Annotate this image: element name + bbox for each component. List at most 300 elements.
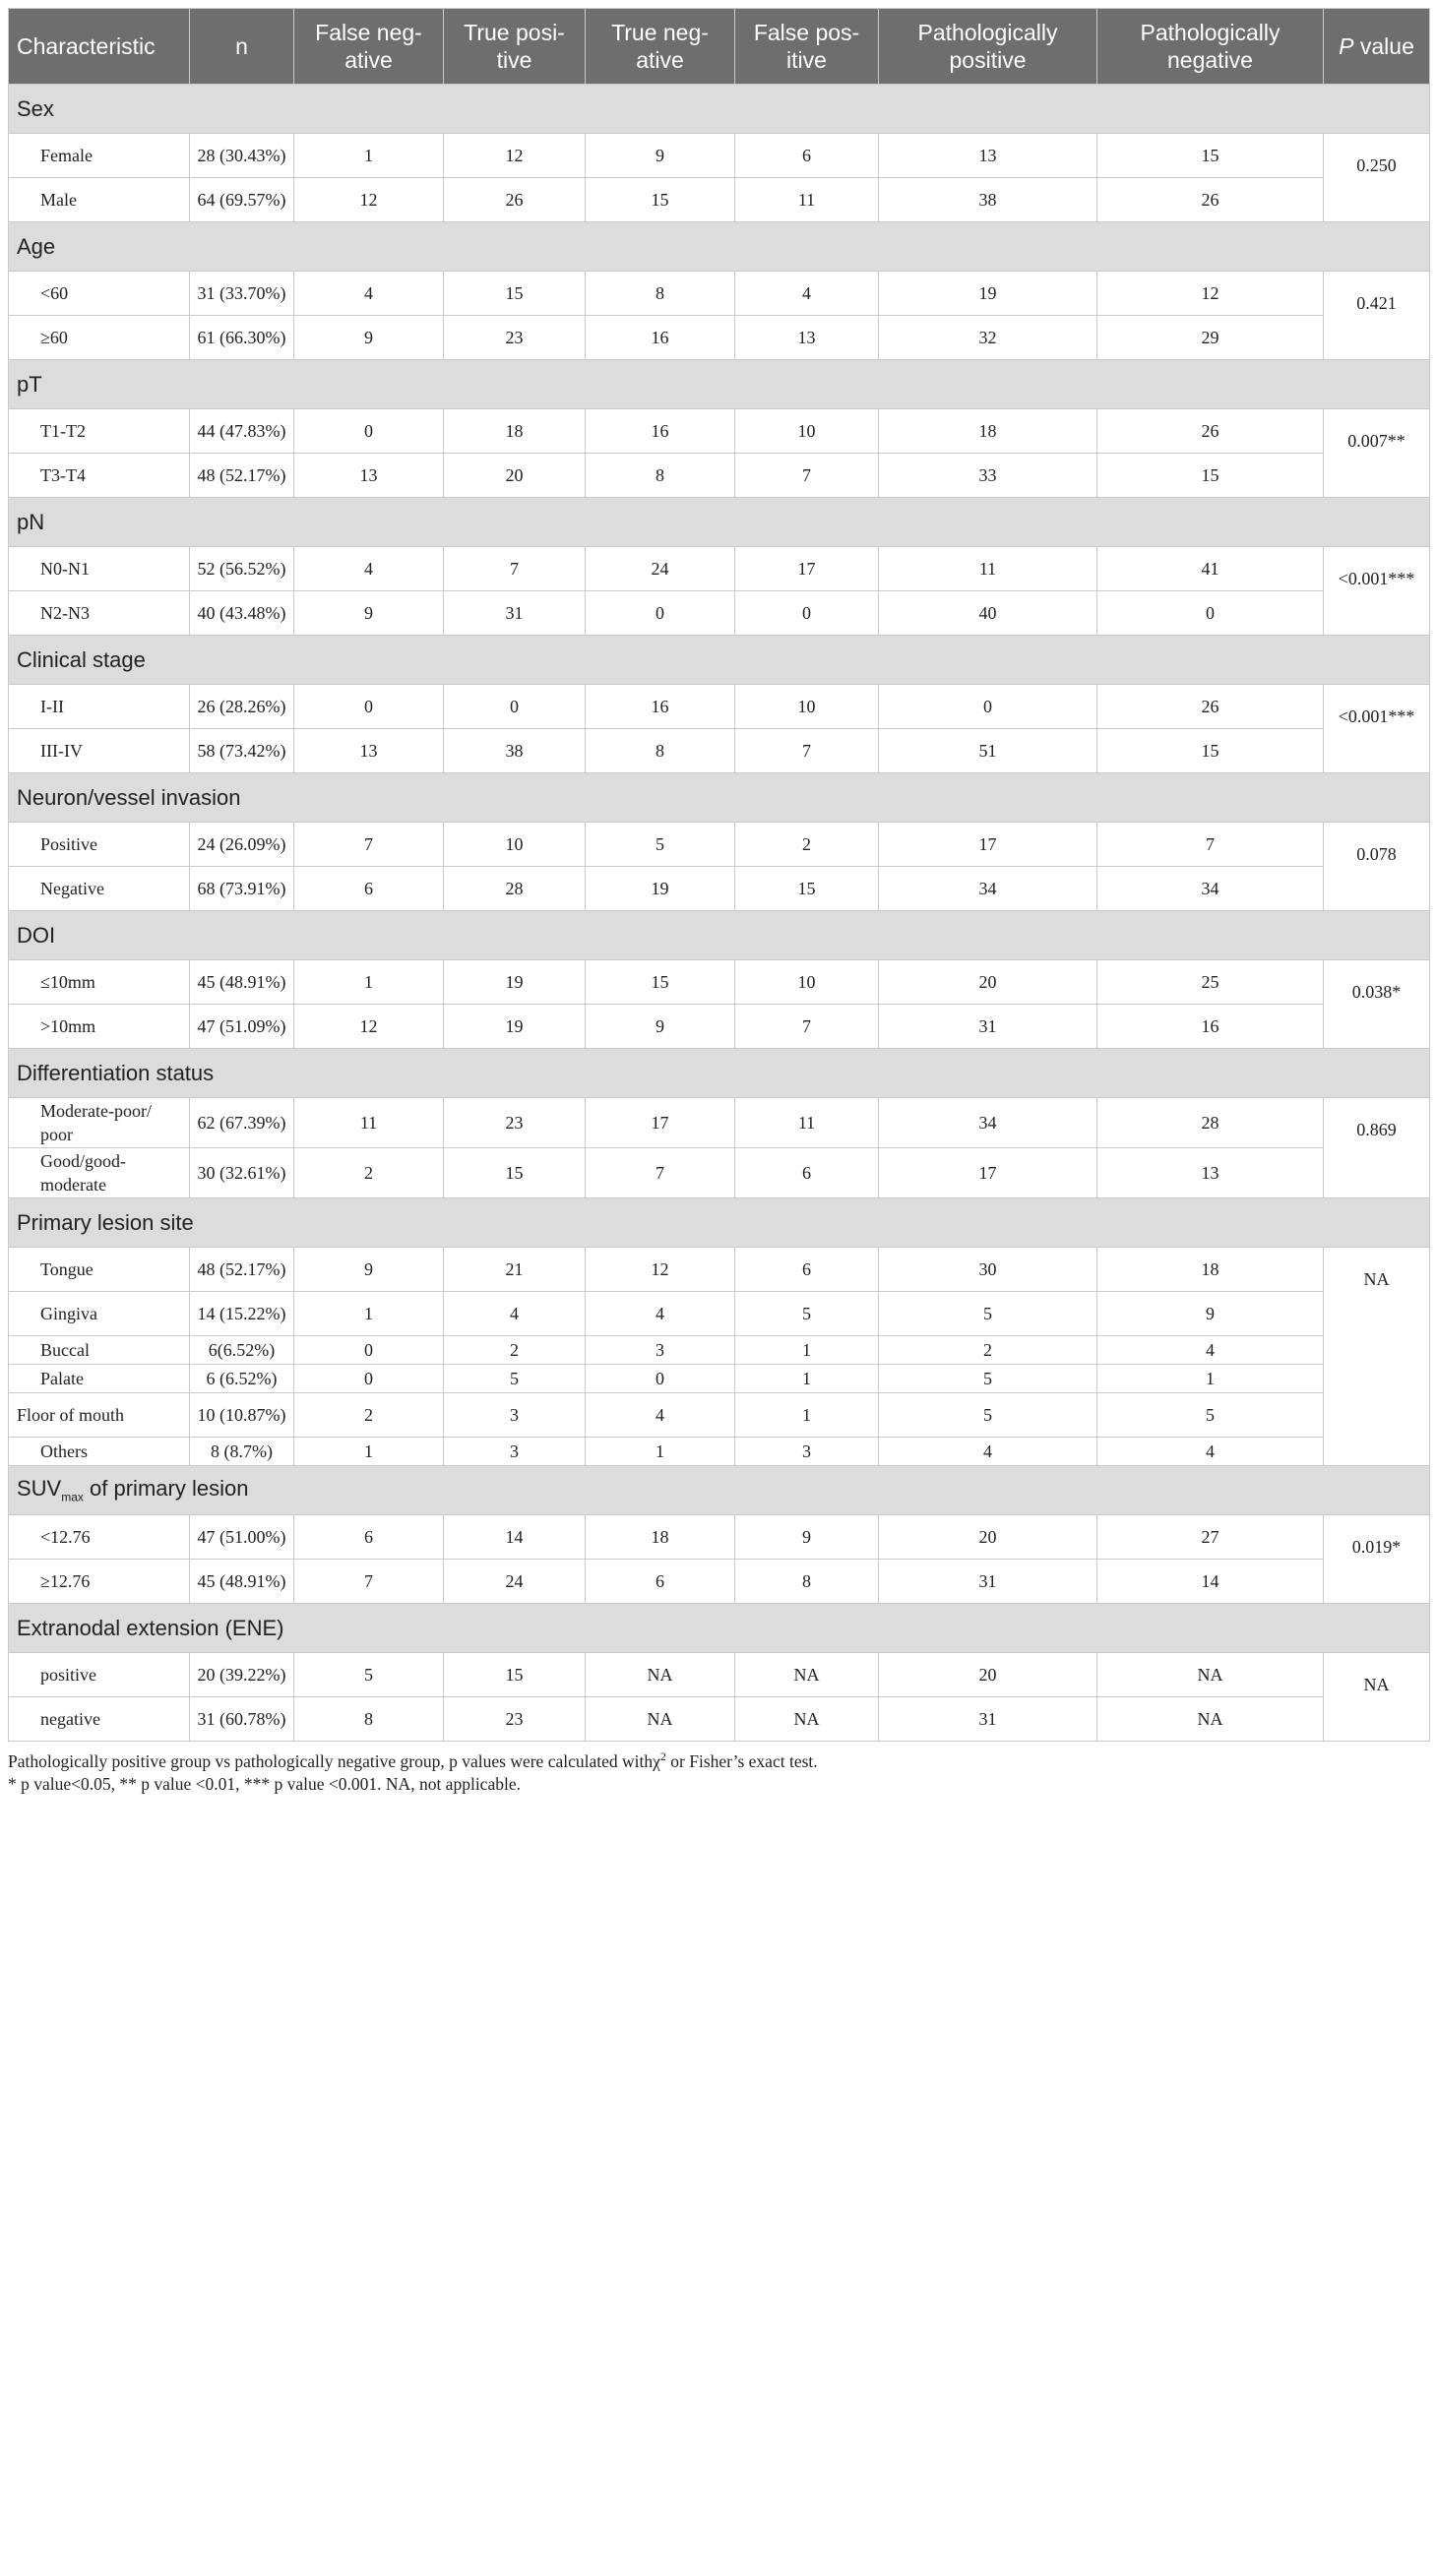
cell-false-negative: 0 — [294, 409, 444, 454]
cell-false-positive: 6 — [735, 134, 879, 178]
cell-pathologically-positive: 19 — [879, 272, 1097, 316]
group-title — [9, 1604, 1430, 1653]
cell-pathologically-negative: NA — [1097, 1697, 1324, 1742]
cell-false-positive: 2 — [735, 823, 879, 867]
row-label: N0-N1 — [9, 547, 190, 591]
cell-n: 44 (47.83%) — [190, 409, 294, 454]
cell-n: 64 (69.57%) — [190, 178, 294, 222]
group-title — [9, 1049, 1430, 1098]
row-label: I-II — [9, 685, 190, 729]
table-row — [9, 178, 1430, 222]
cell-pathologically-negative: 12 — [1097, 272, 1324, 316]
table-row — [9, 1438, 1430, 1466]
cell-false-negative: 0 — [294, 685, 444, 729]
cell-n: 6(6.52%) — [190, 1336, 294, 1365]
cell-true-negative: 7 — [586, 1148, 735, 1198]
cell-false-positive: 4 — [735, 272, 879, 316]
cell-true-negative: 18 — [586, 1515, 735, 1560]
table-row — [9, 547, 1430, 591]
cell-pathologically-positive: 34 — [879, 867, 1097, 911]
cell-n: 20 (39.22%) — [190, 1653, 294, 1697]
cell-false-positive: 10 — [735, 685, 879, 729]
table-row — [9, 1248, 1430, 1292]
table-footnote — [8, 1746, 1429, 1796]
table-row — [9, 1697, 1430, 1742]
cell-false-negative: 11 — [294, 1098, 444, 1148]
cell-n: 8 (8.7%) — [190, 1438, 294, 1466]
cell-pathologically-negative: 5 — [1097, 1393, 1324, 1438]
cell-false-positive: 5 — [735, 1292, 879, 1336]
cell-false-positive: NA — [735, 1653, 879, 1697]
row-label: T1-T2 — [9, 409, 190, 454]
group-title-text: Age — [17, 233, 56, 259]
cell-n: 47 (51.00%) — [190, 1515, 294, 1560]
cell-pathologically-positive: 4 — [879, 1438, 1097, 1466]
footnote-text-a: Pathologically positive group vs pathologically negative group, p values were calculated with — [8, 1750, 654, 1771]
cell-pathologically-positive: 11 — [879, 547, 1097, 591]
cell-pathologically-positive: 51 — [879, 729, 1097, 773]
table-row — [9, 1365, 1430, 1393]
table-row — [9, 1005, 1430, 1049]
cell-false-positive: 3 — [735, 1438, 879, 1466]
cell-true-negative: 24 — [586, 547, 735, 591]
row-label: Male — [9, 178, 190, 222]
cell-n: 62 (67.39%) — [190, 1098, 294, 1148]
cell-true-positive: 28 — [444, 867, 586, 911]
footnote-line-1 — [8, 1746, 1429, 1773]
cell-n: 26 (28.26%) — [190, 685, 294, 729]
table-container — [8, 8, 1429, 1796]
cell-false-positive: 1 — [735, 1336, 879, 1365]
table-row — [9, 685, 1430, 729]
cell-true-negative: 9 — [586, 1005, 735, 1049]
cell-n: 40 (43.48%) — [190, 591, 294, 636]
cell-pathologically-positive: 30 — [879, 1248, 1097, 1292]
cell-false-positive: 9 — [735, 1515, 879, 1560]
cell-n: 45 (48.91%) — [190, 1560, 294, 1604]
cell-false-negative: 1 — [294, 1438, 444, 1466]
cell-false-negative: 7 — [294, 823, 444, 867]
cell-true-positive: 21 — [444, 1248, 586, 1292]
group-header-row — [9, 222, 1430, 272]
cell-pathologically-positive: 5 — [879, 1393, 1097, 1438]
cell-true-positive: 3 — [444, 1393, 586, 1438]
cell-true-negative: 5 — [586, 823, 735, 867]
table-row — [9, 823, 1430, 867]
group-title — [9, 222, 1430, 272]
cell-true-negative: 0 — [586, 1365, 735, 1393]
group-title — [9, 911, 1430, 960]
cell-false-positive: 8 — [735, 1560, 879, 1604]
cell-false-negative: 13 — [294, 729, 444, 773]
cell-pathologically-negative: 26 — [1097, 685, 1324, 729]
cell-n: 10 (10.87%) — [190, 1393, 294, 1438]
row-label: Good/good-moderate — [9, 1148, 190, 1198]
table-row — [9, 316, 1430, 360]
table-row — [9, 134, 1430, 178]
cell-pathologically-negative: 28 — [1097, 1098, 1324, 1148]
group-title-rest: of primary lesion — [83, 1476, 249, 1502]
cell-false-negative: 7 — [294, 1560, 444, 1604]
cell-pathologically-negative: 1 — [1097, 1365, 1324, 1393]
row-label: <12.76 — [9, 1515, 190, 1560]
group-title-text: DOI — [17, 922, 56, 948]
header-pathologically-negative: Pathologically negative — [1097, 9, 1324, 85]
cell-false-negative: 5 — [294, 1653, 444, 1697]
cell-false-positive: 11 — [735, 1098, 879, 1148]
cell-n: 24 (26.09%) — [190, 823, 294, 867]
group-header-row — [9, 1466, 1430, 1515]
cell-p-value: 0.038* — [1324, 960, 1430, 1049]
table-row — [9, 1653, 1430, 1697]
cell-true-positive: 38 — [444, 729, 586, 773]
cell-false-negative: 6 — [294, 867, 444, 911]
cell-false-positive: 15 — [735, 867, 879, 911]
cell-p-value: 0.019* — [1324, 1515, 1430, 1604]
group-title — [9, 360, 1430, 409]
cell-false-positive: 1 — [735, 1365, 879, 1393]
table-row — [9, 1560, 1430, 1604]
cell-true-positive: 15 — [444, 1148, 586, 1198]
row-label: Moderate-poor/ poor — [9, 1098, 190, 1148]
cell-pathologically-negative: 29 — [1097, 316, 1324, 360]
row-label: ≤10mm — [9, 960, 190, 1005]
cell-true-negative: 4 — [586, 1393, 735, 1438]
row-label: ≥60 — [9, 316, 190, 360]
header-true-positive: True posi-tive — [444, 9, 586, 85]
cell-false-negative: 0 — [294, 1336, 444, 1365]
cell-false-positive: 1 — [735, 1393, 879, 1438]
cell-false-negative: 1 — [294, 134, 444, 178]
group-title-subscript: max — [61, 1490, 84, 1504]
cell-false-negative: 9 — [294, 591, 444, 636]
cell-pathologically-positive: 18 — [879, 409, 1097, 454]
cell-true-positive: 7 — [444, 547, 586, 591]
cell-false-negative: 12 — [294, 178, 444, 222]
row-label: Buccal — [9, 1336, 190, 1365]
cell-true-positive: 26 — [444, 178, 586, 222]
cell-false-negative: 6 — [294, 1515, 444, 1560]
cell-pathologically-negative: 26 — [1097, 409, 1324, 454]
table-row — [9, 1393, 1430, 1438]
cell-pathologically-positive: 13 — [879, 134, 1097, 178]
cell-false-negative: 1 — [294, 1292, 444, 1336]
row-label: negative — [9, 1697, 190, 1742]
cell-true-negative: 4 — [586, 1292, 735, 1336]
row-label: >10mm — [9, 1005, 190, 1049]
cell-pathologically-positive: 34 — [879, 1098, 1097, 1148]
table-body — [9, 85, 1430, 1742]
cell-pathologically-positive: 5 — [879, 1365, 1097, 1393]
cell-false-negative: 12 — [294, 1005, 444, 1049]
group-header-row — [9, 773, 1430, 823]
cell-pathologically-negative: 27 — [1097, 1515, 1324, 1560]
footnote-chi-sup: 2 — [659, 1749, 666, 1763]
cell-true-positive: 14 — [444, 1515, 586, 1560]
group-header-row — [9, 1049, 1430, 1098]
cell-true-negative: 19 — [586, 867, 735, 911]
cell-true-negative: 16 — [586, 685, 735, 729]
cell-pathologically-positive: 31 — [879, 1697, 1097, 1742]
cell-pathologically-positive: 20 — [879, 960, 1097, 1005]
cell-n: 31 (60.78%) — [190, 1697, 294, 1742]
row-label: Others — [9, 1438, 190, 1466]
cell-false-negative: 1 — [294, 960, 444, 1005]
row-label: Female — [9, 134, 190, 178]
cell-false-negative: 9 — [294, 1248, 444, 1292]
cell-pathologically-negative: 4 — [1097, 1438, 1324, 1466]
cell-pathologically-positive: 40 — [879, 591, 1097, 636]
cell-n: 47 (51.09%) — [190, 1005, 294, 1049]
cell-n: 28 (30.43%) — [190, 134, 294, 178]
cell-pathologically-negative: 16 — [1097, 1005, 1324, 1049]
cell-false-positive: 0 — [735, 591, 879, 636]
cell-pathologically-negative: 15 — [1097, 454, 1324, 498]
row-label: <60 — [9, 272, 190, 316]
row-label: Palate — [9, 1365, 190, 1393]
group-header-row — [9, 360, 1430, 409]
header-p-rest: value — [1353, 33, 1414, 59]
cell-n: 48 (52.17%) — [190, 454, 294, 498]
cell-true-positive: 10 — [444, 823, 586, 867]
row-label: Gingiva — [9, 1292, 190, 1336]
cell-p-value: <0.001*** — [1324, 547, 1430, 636]
cell-false-positive: 13 — [735, 316, 879, 360]
cell-pathologically-positive: 2 — [879, 1336, 1097, 1365]
cell-true-negative: 8 — [586, 729, 735, 773]
group-header-row — [9, 911, 1430, 960]
cell-false-positive: 10 — [735, 960, 879, 1005]
header-characteristic: Characteristic — [9, 9, 190, 85]
cell-pathologically-negative: 15 — [1097, 134, 1324, 178]
cell-true-positive: 24 — [444, 1560, 586, 1604]
table-row — [9, 1148, 1430, 1198]
cell-true-positive: 5 — [444, 1365, 586, 1393]
group-title-text: pT — [17, 371, 42, 397]
cell-true-negative: 9 — [586, 134, 735, 178]
cell-true-negative: 1 — [586, 1438, 735, 1466]
header-n: n — [190, 9, 294, 85]
table-row — [9, 409, 1430, 454]
row-label: ≥12.76 — [9, 1560, 190, 1604]
cell-true-positive: 23 — [444, 316, 586, 360]
cell-true-positive: 4 — [444, 1292, 586, 1336]
row-label: T3-T4 — [9, 454, 190, 498]
group-header-row — [9, 498, 1430, 547]
group-title — [9, 1466, 1430, 1515]
cell-true-negative: 6 — [586, 1560, 735, 1604]
group-title-text: Sex — [17, 95, 54, 121]
group-title-text: pN — [17, 509, 45, 534]
cell-false-negative: 13 — [294, 454, 444, 498]
cell-pathologically-positive: 33 — [879, 454, 1097, 498]
cell-true-positive: 20 — [444, 454, 586, 498]
characteristics-table — [8, 8, 1430, 1742]
cell-true-negative: 8 — [586, 454, 735, 498]
cell-true-positive: 18 — [444, 409, 586, 454]
cell-p-value: 0.078 — [1324, 823, 1430, 911]
cell-false-negative: 0 — [294, 1365, 444, 1393]
group-header-row — [9, 1604, 1430, 1653]
cell-n: 61 (66.30%) — [190, 316, 294, 360]
cell-false-negative: 4 — [294, 547, 444, 591]
group-title — [9, 636, 1430, 685]
cell-p-value: 0.007** — [1324, 409, 1430, 498]
cell-pathologically-negative: 18 — [1097, 1248, 1324, 1292]
cell-n: 6 (6.52%) — [190, 1365, 294, 1393]
footnote-text-b: or Fisher’s exact test. — [665, 1750, 818, 1771]
group-title-text: Extranodal extension (ENE) — [17, 1615, 284, 1640]
table-row — [9, 867, 1430, 911]
table-row — [9, 591, 1430, 636]
cell-pathologically-negative: 34 — [1097, 867, 1324, 911]
row-label: Floor of mouth — [9, 1393, 190, 1438]
cell-pathologically-positive: 17 — [879, 1148, 1097, 1198]
cell-true-negative: 16 — [586, 316, 735, 360]
cell-p-value: NA — [1324, 1248, 1430, 1466]
group-title — [9, 85, 1430, 134]
cell-true-positive: 19 — [444, 960, 586, 1005]
header-p-value — [1324, 9, 1430, 85]
header-p-italic: P — [1339, 33, 1354, 59]
header-pathologically-positive: Pathologically positive — [879, 9, 1097, 85]
cell-true-negative: 17 — [586, 1098, 735, 1148]
cell-p-value: <0.001*** — [1324, 685, 1430, 773]
cell-n: 31 (33.70%) — [190, 272, 294, 316]
cell-pathologically-positive: 17 — [879, 823, 1097, 867]
cell-true-positive: 15 — [444, 272, 586, 316]
cell-p-value: 0.869 — [1324, 1098, 1430, 1198]
cell-true-negative: 12 — [586, 1248, 735, 1292]
group-title-text: Clinical stage — [17, 646, 146, 672]
cell-pathologically-negative: 25 — [1097, 960, 1324, 1005]
cell-false-positive: 7 — [735, 1005, 879, 1049]
cell-false-positive: 6 — [735, 1248, 879, 1292]
cell-true-positive: 15 — [444, 1653, 586, 1697]
cell-false-positive: NA — [735, 1697, 879, 1742]
footnote-line-2: * p value<0.05, ** p value <0.01, *** p value <0.001. NA, not applicable. — [8, 1773, 521, 1794]
cell-true-negative: NA — [586, 1697, 735, 1742]
cell-true-negative: 16 — [586, 409, 735, 454]
cell-n: 58 (73.42%) — [190, 729, 294, 773]
cell-false-negative: 8 — [294, 1697, 444, 1742]
cell-false-positive: 10 — [735, 409, 879, 454]
group-title-text: Neuron/vessel invasion — [17, 784, 241, 810]
group-header-row — [9, 85, 1430, 134]
cell-pathologically-negative: 13 — [1097, 1148, 1324, 1198]
cell-false-negative: 4 — [294, 272, 444, 316]
cell-false-positive: 7 — [735, 729, 879, 773]
cell-false-positive: 17 — [735, 547, 879, 591]
cell-pathologically-negative: 9 — [1097, 1292, 1324, 1336]
cell-pathologically-negative: 0 — [1097, 591, 1324, 636]
cell-pathologically-negative: NA — [1097, 1653, 1324, 1697]
row-label: Negative — [9, 867, 190, 911]
cell-true-negative: 15 — [586, 178, 735, 222]
cell-pathologically-positive: 31 — [879, 1005, 1097, 1049]
row-label: Positive — [9, 823, 190, 867]
cell-pathologically-negative: 14 — [1097, 1560, 1324, 1604]
cell-p-value: 0.421 — [1324, 272, 1430, 360]
cell-pathologically-negative: 4 — [1097, 1336, 1324, 1365]
cell-true-negative: 0 — [586, 591, 735, 636]
cell-false-positive: 6 — [735, 1148, 879, 1198]
cell-n: 30 (32.61%) — [190, 1148, 294, 1198]
table-row — [9, 272, 1430, 316]
cell-false-positive: 11 — [735, 178, 879, 222]
cell-pathologically-positive: 31 — [879, 1560, 1097, 1604]
cell-true-negative: NA — [586, 1653, 735, 1697]
group-header-row — [9, 636, 1430, 685]
cell-pathologically-negative: 15 — [1097, 729, 1324, 773]
row-label: III-IV — [9, 729, 190, 773]
table-row — [9, 1292, 1430, 1336]
table-row — [9, 454, 1430, 498]
header-false-positive: False pos-itive — [735, 9, 879, 85]
cell-false-negative: 9 — [294, 316, 444, 360]
row-label: Tongue — [9, 1248, 190, 1292]
cell-true-positive: 23 — [444, 1697, 586, 1742]
cell-false-negative: 2 — [294, 1148, 444, 1198]
cell-true-positive: 23 — [444, 1098, 586, 1148]
cell-n: 68 (73.91%) — [190, 867, 294, 911]
cell-pathologically-negative: 41 — [1097, 547, 1324, 591]
cell-true-positive: 19 — [444, 1005, 586, 1049]
table-row — [9, 729, 1430, 773]
group-title — [9, 773, 1430, 823]
group-title — [9, 1198, 1430, 1248]
group-title — [9, 498, 1430, 547]
group-header-row — [9, 1198, 1430, 1248]
cell-pathologically-positive: 5 — [879, 1292, 1097, 1336]
table-row — [9, 1336, 1430, 1365]
cell-pathologically-positive: 20 — [879, 1515, 1097, 1560]
cell-true-negative: 8 — [586, 272, 735, 316]
footnote-chi: χ — [653, 1750, 660, 1771]
table-row — [9, 1098, 1430, 1148]
cell-true-negative: 15 — [586, 960, 735, 1005]
cell-pathologically-negative: 26 — [1097, 178, 1324, 222]
cell-p-value: NA — [1324, 1653, 1430, 1742]
cell-n: 14 (15.22%) — [190, 1292, 294, 1336]
table-row — [9, 960, 1430, 1005]
header-false-negative: False neg-ative — [294, 9, 444, 85]
cell-pathologically-positive: 20 — [879, 1653, 1097, 1697]
cell-true-positive: 3 — [444, 1438, 586, 1466]
cell-true-positive: 2 — [444, 1336, 586, 1365]
group-title-text: Primary lesion site — [17, 1209, 194, 1235]
cell-false-positive: 7 — [735, 454, 879, 498]
cell-pathologically-positive: 32 — [879, 316, 1097, 360]
cell-n: 48 (52.17%) — [190, 1248, 294, 1292]
group-title-text: SUV — [17, 1476, 62, 1502]
cell-pathologically-positive: 0 — [879, 685, 1097, 729]
table-header — [9, 9, 1430, 85]
table-row — [9, 1515, 1430, 1560]
cell-pathologically-positive: 38 — [879, 178, 1097, 222]
cell-n: 45 (48.91%) — [190, 960, 294, 1005]
cell-false-negative: 2 — [294, 1393, 444, 1438]
cell-p-value: 0.250 — [1324, 134, 1430, 222]
cell-n: 52 (56.52%) — [190, 547, 294, 591]
header-true-negative: True neg-ative — [586, 9, 735, 85]
row-label: positive — [9, 1653, 190, 1697]
row-label: N2-N3 — [9, 591, 190, 636]
cell-true-positive: 31 — [444, 591, 586, 636]
group-title-text: Differentiation status — [17, 1060, 215, 1085]
cell-true-negative: 3 — [586, 1336, 735, 1365]
cell-true-positive: 0 — [444, 685, 586, 729]
